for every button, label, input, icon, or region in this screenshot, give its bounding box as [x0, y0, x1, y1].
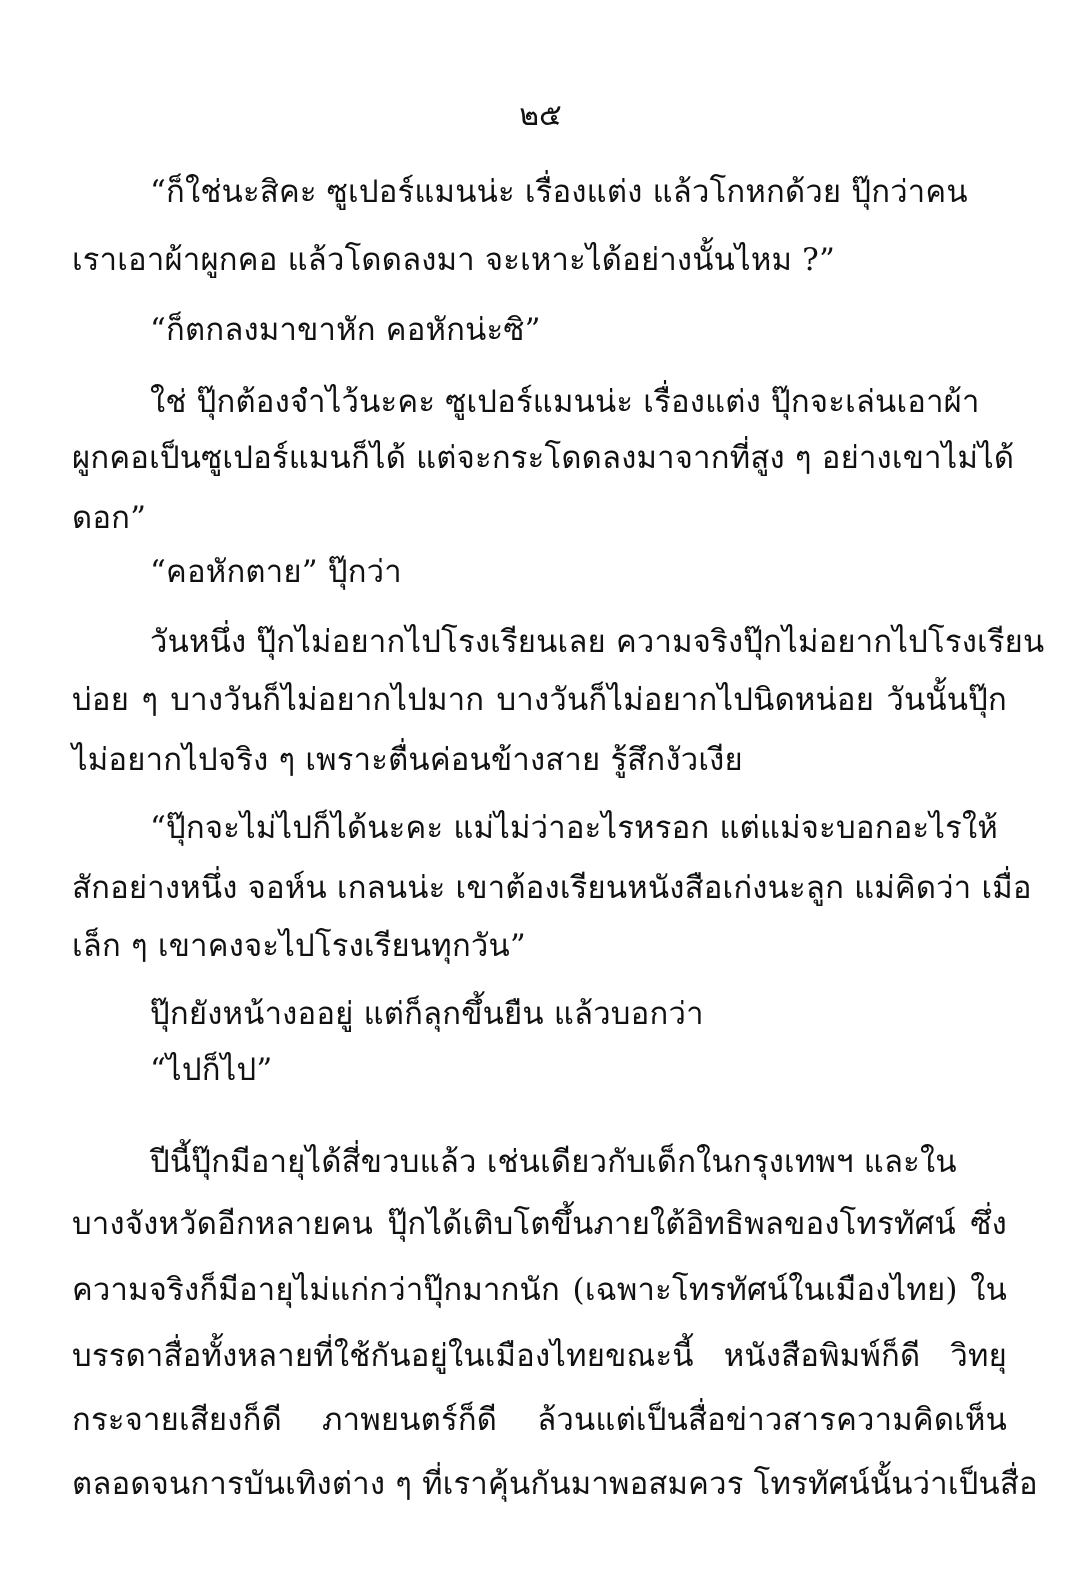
text-line: เล็ก ๆ เขาคงจะไปโรงเรียนทุกวัน”: [72, 928, 526, 964]
text-line: ใช่ ปุ๊กต้องจำไว้นะคะ ซูเปอร์แมนน่ะ เรื่องแต่ง ปุ๊กจะเล่นเอาผ้า: [150, 384, 980, 420]
text-line: “ก็ใช่นะสิคะ ซูเปอร์แมนน่ะ เรื่องแต่ง แล้วโกหกด้วย ปุ๊กว่าคน: [150, 174, 968, 210]
text-line: “ก็ตกลงมาขาหัก คอหักน่ะซิ”: [150, 312, 541, 348]
text-line: ไม่อยากไปจริง ๆ เพราะตื่นค่อนข้างสาย รู้สึกงัวเงีย: [72, 742, 743, 778]
text-line: ความจริงก็มีอายุไม่แก่กว่าปุ๊กมากนัก (เฉพาะโทรทัศน์ในเมืองไทย) ใน: [72, 1272, 1007, 1308]
text-line: ผูกคอเป็นซูเปอร์แมนก็ได้ แต่จะกระโดดลงมาจากที่สูง ๆ อย่างเขาไม่ได้: [72, 440, 1015, 476]
text-line: ดอก”: [72, 500, 147, 536]
text-line: ปีนี้ปุ๊กมีอายุได้สี่ขวบแล้ว เช่นเดียวกับเด็กในกรุงเทพฯ และใน: [150, 1144, 957, 1180]
text-line: “ไปก็ไป”: [150, 1052, 273, 1088]
page-number: ๒๕: [519, 98, 562, 133]
text-line: สักอย่างหนึ่ง จอห์น เกลนน่ะ เขาต้องเรียนหนังสือเก่งนะลูก แม่คิดว่า เมื่อ: [72, 870, 1032, 906]
text-line: ปุ๊กยังหน้างออยู่ แต่ก็ลุกขึ้นยืน แล้วบอกว่า: [150, 996, 704, 1032]
text-line: ตลอดจนการบันเทิงต่าง ๆ ที่เราคุ้นกันมาพอสมควร โทรทัศน์นั้นว่าเป็นสื่อ: [72, 1466, 1038, 1502]
text-line: “คอหักตาย” ปุ๊กว่า: [150, 554, 402, 590]
text-line: บรรดาสื่อทั้งหลายที่ใช้กันอยู่ในเมืองไทยขณะนี้ หนังสือพิมพ์ก็ดี วิทยุ: [72, 1338, 1007, 1374]
text-line: วันหนึ่ง ปุ๊กไม่อยากไปโรงเรียนเลย ความจริงปุ๊กไม่อยากไปโรงเรียน: [150, 624, 1045, 660]
text-line: “ปุ๊กจะไม่ไปก็ได้นะคะ แม่ไม่ว่าอะไรหรอก แต่แม่จะบอกอะไรให้: [150, 810, 998, 846]
text-line: บ่อย ๆ บางวันก็ไม่อยากไปมาก บางวันก็ไม่อยากไปนิดหน่อย วันนั้นปุ๊ก: [72, 682, 1007, 718]
text-line: บางจังหวัดอีกหลายคน ปุ๊กได้เติบโตขึ้นภายใต้อิทธิพลของโทรทัศน์ ซึ่ง: [72, 1206, 1007, 1242]
text-line: กระจายเสียงก็ดี ภาพยนตร์ก็ดี ล้วนแต่เป็นสื่อข่าวสารความคิดเห็น: [72, 1402, 1007, 1438]
text-line: เราเอาผ้าผูกคอ แล้วโดดลงมา จะเหาะได้อย่างนั้นไหม ?”: [72, 242, 836, 278]
